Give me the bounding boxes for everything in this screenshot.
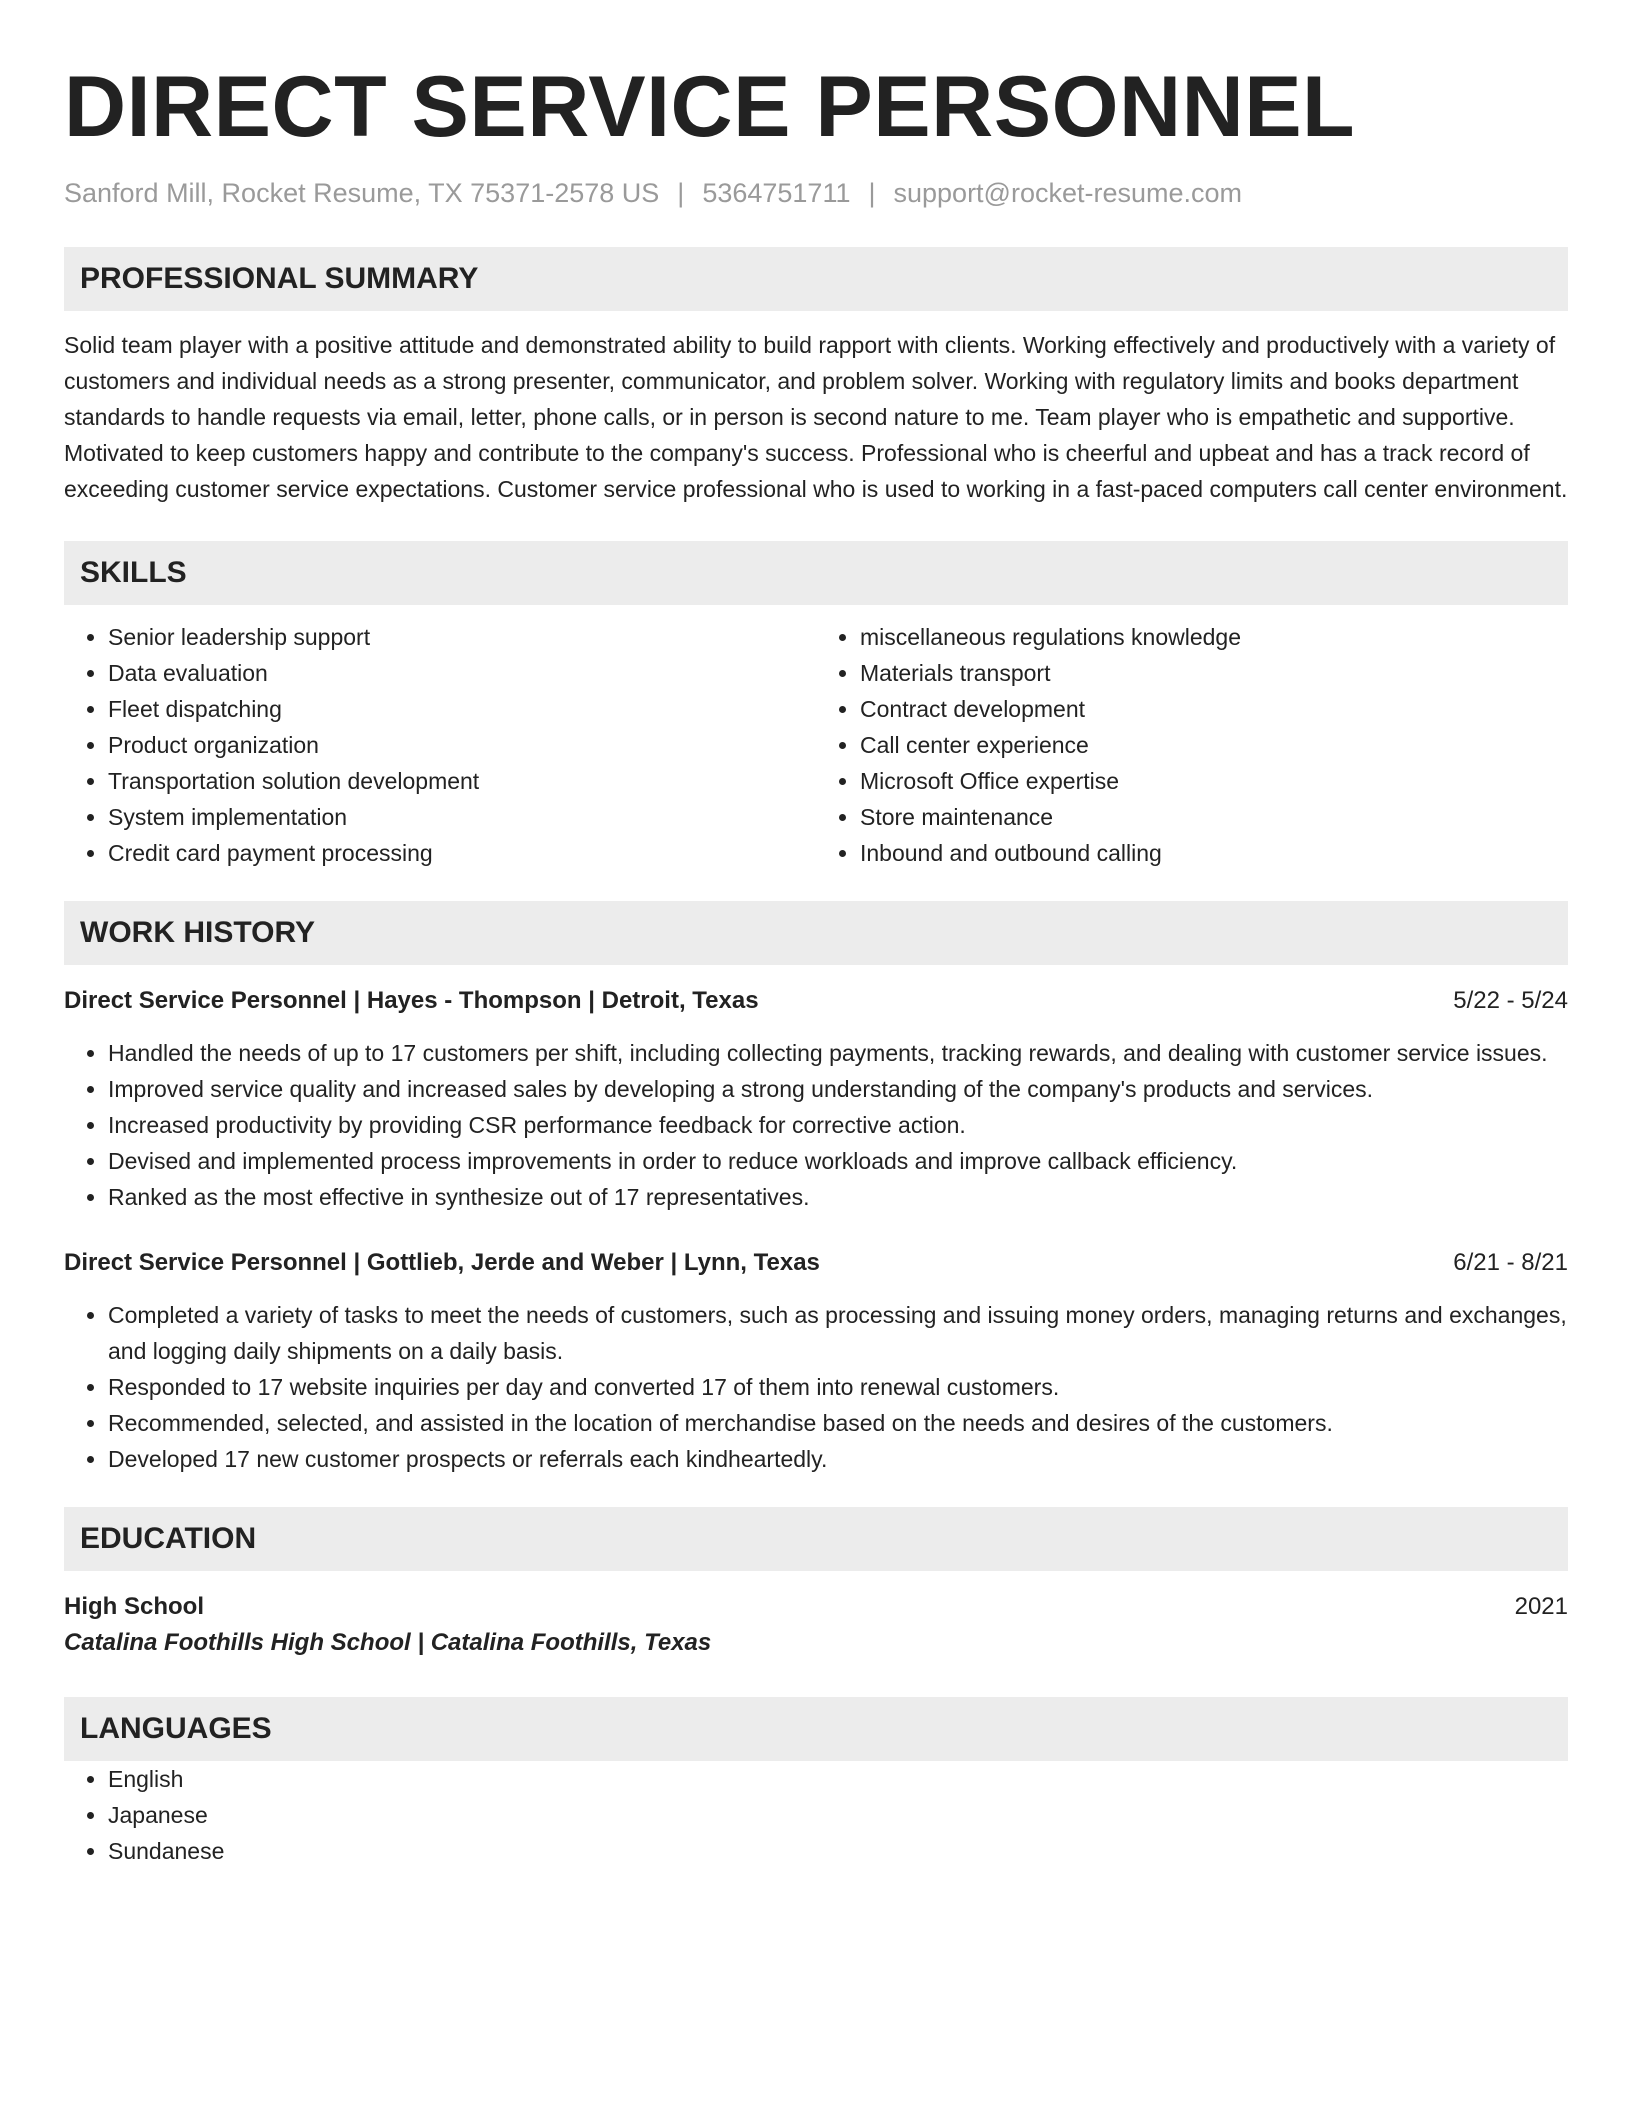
job-bullets xyxy=(64,1035,1568,1215)
job-bullet: • Recommended, selected, and assisted in the location of merchandise based on the needs and desires of the customers. xyxy=(108,1405,1568,1441)
languages-list xyxy=(64,1761,1568,1869)
job-title: Direct Service Personnel | Gottlieb, Jerde and Weber | Lynn, Texas xyxy=(64,1249,820,1276)
job-dates: 5/22 - 5/24 xyxy=(1453,987,1568,1014)
skill-item: • System implementation xyxy=(108,799,816,835)
job-bullets xyxy=(64,1297,1568,1477)
education-degree: High School xyxy=(64,1593,204,1620)
job-bullet: • Increased productivity by providing CSR performance feedback for corrective action. xyxy=(108,1107,1568,1143)
job-header xyxy=(64,983,1568,1019)
contact-phone: 5364751711 xyxy=(702,178,851,208)
education-header xyxy=(64,1589,1568,1625)
summary-text: Solid team player with a positive attitude and demonstrated ability to build rapport with clients. Working effectively and productively with a variety of customers and individual needs as a strong presenter, communicator, and problem solver. Working with regulatory limits and books department standards to handle requests via email, letter, phone calls, or in person is second nature to me. Team player who is empathetic and supportive. Motivated to keep customers happy and contribute to the company's success. Professional who is cheerful and upbeat and has a track record of exceeding customer service expectations. Customer service professional who is used to working in a fast-paced computers call center environment. xyxy=(64,332,1568,502)
skill-item: • Transportation solution development xyxy=(108,763,816,799)
skill-item: • Product organization xyxy=(108,727,816,763)
skills-list-left xyxy=(64,619,816,871)
contact-line xyxy=(64,178,1568,209)
language-item: • Sundanese xyxy=(108,1833,1568,1869)
job-bullet: • Developed 17 new customer prospects or referrals each kindheartedly. xyxy=(108,1441,1568,1477)
education-heading: EDUCATION xyxy=(64,1507,1568,1571)
skill-item: • Fleet dispatching xyxy=(108,691,816,727)
job-header xyxy=(64,1245,1568,1281)
job-bullet: • Improved service quality and increased sales by developing a strong understanding of the company's products and services. xyxy=(108,1071,1568,1107)
contact-separator: | xyxy=(677,178,685,208)
job-bullet: • Completed a variety of tasks to meet the needs of customers, such as processing and issuing money orders, managing returns and exchanges, and logging daily shipments on a daily basis. xyxy=(108,1297,1568,1369)
education-school: Catalina Foothills High School | Catalina Foothills, Texas xyxy=(64,1629,712,1656)
job-dates: 6/21 - 8/21 xyxy=(1453,1249,1568,1276)
language-item: • English xyxy=(108,1761,1568,1797)
languages-heading: LANGUAGES xyxy=(64,1697,1568,1761)
skill-item: • Materials transport xyxy=(860,655,1568,691)
skill-item: • Call center experience xyxy=(860,727,1568,763)
job-entry xyxy=(64,983,1568,1215)
skill-item: • Senior leadership support xyxy=(108,619,816,655)
skill-item: • Microsoft Office expertise xyxy=(860,763,1568,799)
education-date: 2021 xyxy=(1514,1593,1568,1620)
job-entry xyxy=(64,1245,1568,1477)
contact-email[interactable]: support@rocket-resume.com xyxy=(893,178,1243,208)
work-history-heading: WORK HISTORY xyxy=(64,901,1568,965)
skill-item: • Contract development xyxy=(860,691,1568,727)
skill-item: • Credit card payment processing xyxy=(108,835,816,871)
job-bullet: • Ranked as the most effective in synthesize out of 17 representatives. xyxy=(108,1179,1568,1215)
summary-heading: PROFESSIONAL SUMMARY xyxy=(64,247,1568,311)
skills-heading: SKILLS xyxy=(64,541,1568,605)
job-bullet: • Responded to 17 website inquiries per day and converted 17 of them into renewal customers. xyxy=(108,1369,1568,1405)
job-bullet: • Handled the needs of up to 17 customers per shift, including collecting payments, tracking rewards, and dealing with customer service issues. xyxy=(108,1035,1568,1071)
skill-item: • Inbound and outbound calling xyxy=(860,835,1568,871)
job-title: Direct Service Personnel | Hayes - Thompson | Detroit, Texas xyxy=(64,987,759,1014)
skill-item: • miscellaneous regulations knowledge xyxy=(860,619,1568,655)
contact-separator: | xyxy=(868,178,876,208)
job-bullet: • Devised and implemented process improvements in order to reduce workloads and improve callback efficiency. xyxy=(108,1143,1568,1179)
language-item: • Japanese xyxy=(108,1797,1568,1833)
skill-item: • Data evaluation xyxy=(108,655,816,691)
contact-address: Sanford Mill, Rocket Resume, TX 75371-2578 US xyxy=(64,178,660,208)
candidate-name: DIRECT SERVICE PERSONNEL xyxy=(64,59,1356,155)
skill-item: • Store maintenance xyxy=(860,799,1568,835)
skills-list-right xyxy=(816,619,1568,871)
skills-columns xyxy=(64,619,1568,871)
